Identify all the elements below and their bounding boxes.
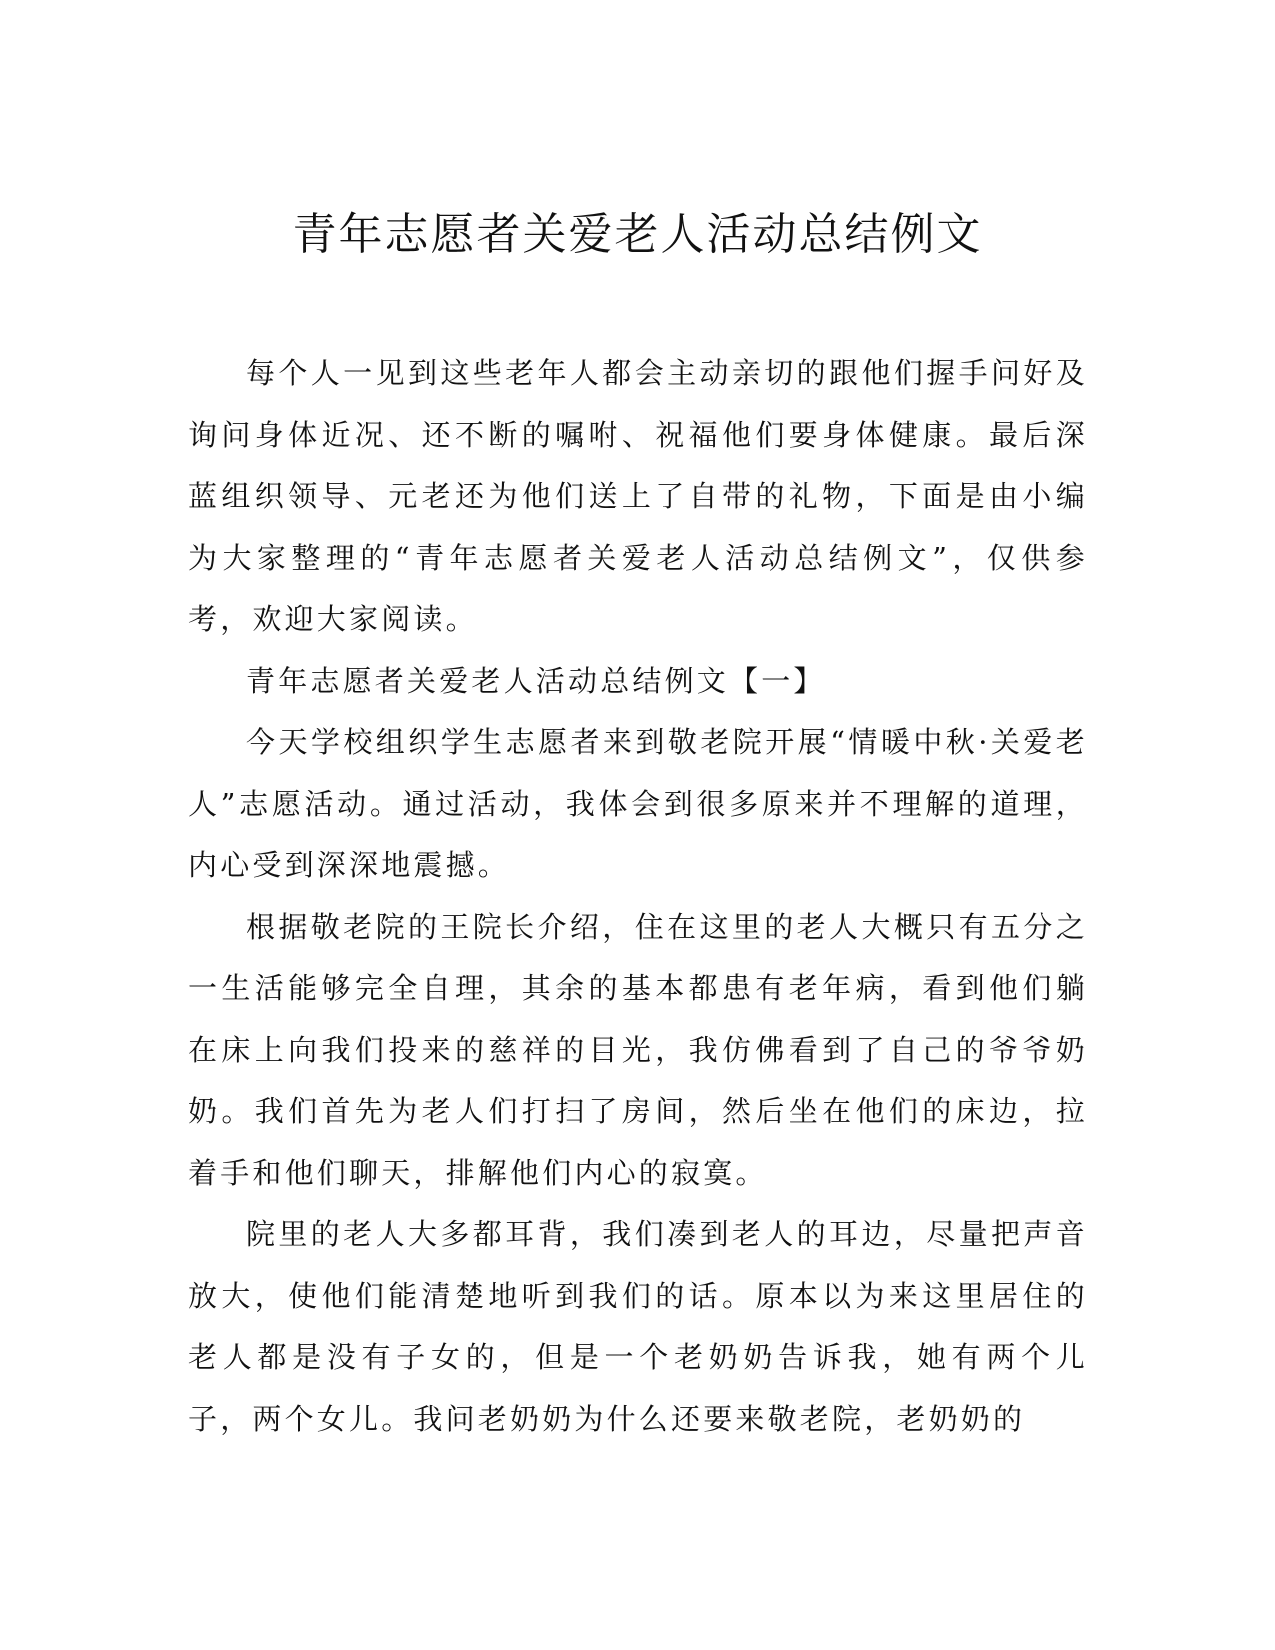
body-paragraph: 根据敬老院的王院长介绍，住在这里的老人大概只有五分之一生活能够完全自理，其余的基本都患有老年病，看到他们躺在床上向我们投来的慈祥的目光，我仿佛看到了自己的爷爷奶奶。我们首先为老人们打扫了房间，然后坐在他们的床边，拉着手和他们聊天，排解他们内心的寂寞。: [188, 909, 1088, 1190]
document-body: [188, 343, 1088, 1450]
document-title: 青年志愿者关爱老人活动总结例文: [292, 209, 983, 260]
body-paragraph: 今天学校组织学生志愿者来到敬老院开展“情暖中秋·关爱老人”志愿活动。通过活动，我体会到很多原来并不理解的道理，内心受到深深地震撼。: [188, 725, 1088, 882]
section-heading: 青年志愿者关爱老人活动总结例文【一】: [246, 663, 826, 698]
intro-paragraph: 每个人一见到这些老年人都会主动亲切的跟他们握手问好及询问身体近况、还不断的嘱咐、祝福他们要身体健康。最后深蓝组织领导、元老还为他们送上了自带的礼物，下面是由小编为大家整理的“青年志愿者关爱老人活动总结例文”，仅供参考，欢迎大家阅读。: [188, 356, 1088, 636]
body-paragraph: 院里的老人大多都耳背，我们凑到老人的耳边，尽量把声音放大，使他们能清楚地听到我们的话。原本以为来这里居住的老人都是没有子女的，但是一个老奶奶告诉我，她有两个儿子，两个女儿。我问老奶奶为什么还要来敬老院，老奶奶的: [188, 1217, 1088, 1436]
